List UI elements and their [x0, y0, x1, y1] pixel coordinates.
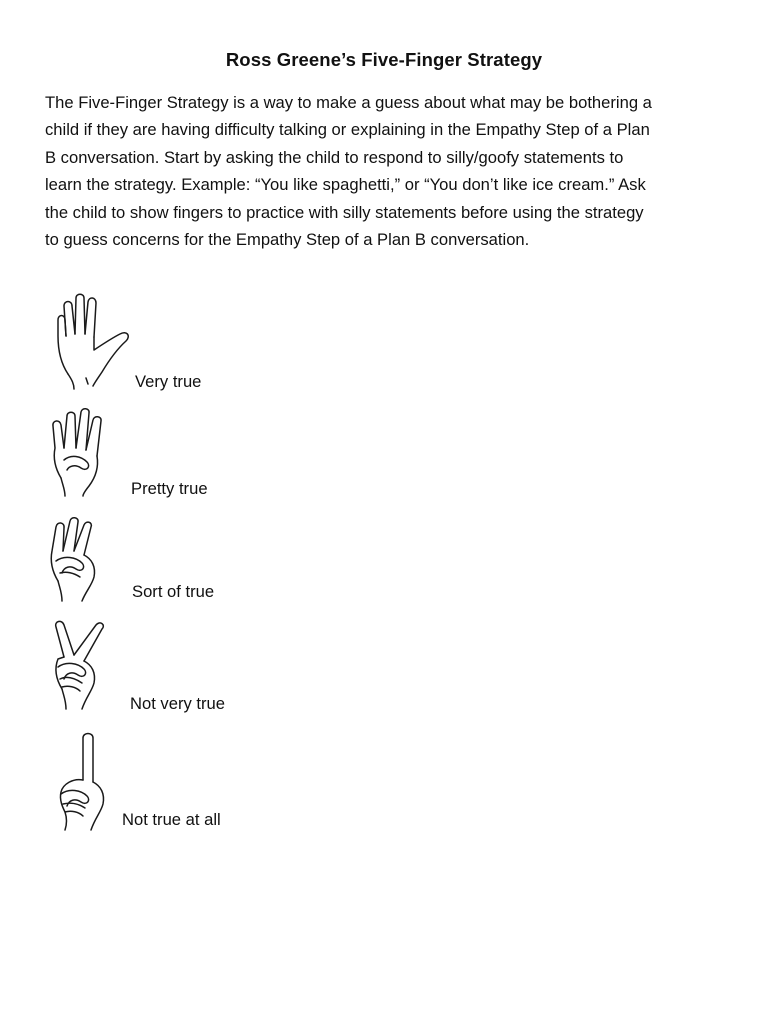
intro-line: to guess concerns for the Empathy Step of a Plan B conversation.	[45, 230, 530, 250]
intro-line: the child to show fingers to practice with silly statements before using the strategy	[45, 202, 644, 222]
scale-label-very-true: Very true	[135, 372, 202, 391]
one-finger-hand-icon	[53, 732, 115, 830]
two-fingers-hand-icon	[48, 617, 114, 709]
four-fingers-hand-icon	[47, 408, 117, 496]
five-fingers-hand-icon	[48, 292, 133, 392]
three-fingers-hand-icon	[46, 515, 112, 601]
scale-label-pretty-true: Pretty true	[131, 479, 208, 498]
scale-label-not-very-true: Not very true	[130, 694, 225, 713]
intro-line: learn the strategy. Example: “You like spaghetti,” or “You don’t like ice cream.” Ask	[45, 175, 646, 195]
scale-label-not-true-at-all: Not true at all	[122, 810, 221, 829]
intro-line: The Five-Finger Strategy is a way to make a guess about what may be bothering a	[45, 93, 652, 112]
intro-paragraph	[45, 89, 735, 253]
intro-line: B conversation. Start by asking the child to respond to silly/goofy statements to	[45, 147, 624, 167]
scale-label-sort-of-true: Sort of true	[132, 582, 215, 601]
page-title: Ross Greene’s Five-Finger Strategy	[225, 49, 543, 70]
intro-line: child if they are having difficulty talking or explaining in the Empathy Step of a Plan	[45, 120, 650, 140]
